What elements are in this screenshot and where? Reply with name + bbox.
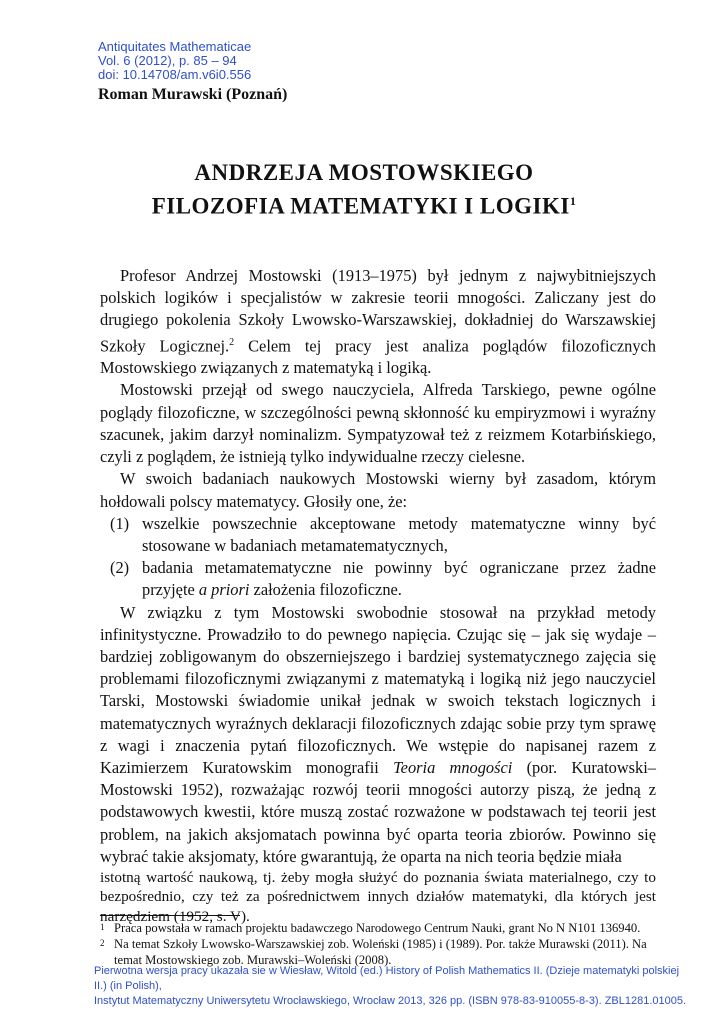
paragraph-1-text-b: Celem tej pracy jest analiza poglądów filozoficznych Mostowskiego związanych z matematyką i logiką.	[100, 336, 656, 378]
paragraph-1-text-a: Profesor Andrzej Mostowski (1913–1975) był jednym z najwybitniejszych polskich logików i specjalistów w zakresie teorii mnogości. Zaliczany jest do drugiego pokolenia Szkoły Lwowsko-Warszawskiej, dokładniej do Warszawskiej Szkoły Logicznej.	[100, 266, 656, 356]
volume-pages: Vol. 6 (2012), p. 85 – 94	[98, 53, 237, 68]
paragraph-1	[100, 265, 656, 379]
list-item-2-text-b: założenia filozoficzne.	[249, 580, 402, 600]
title-line-2	[0, 187, 728, 221]
paragraph-4	[100, 602, 656, 868]
list-item-2-text	[142, 557, 656, 601]
footnotes	[100, 920, 656, 969]
paragraph-4-text-b: (por. Kuratowski–Mostowski 1952), rozważając rozwój teorii mnogości autorzy piszą, że jedną z podstawowych kwestii, które muszą zostać rozważone w podstawach tej teorii jest problem, na jakich aksjomatach powinna być oparta teoria zbiorów. Powinno się wybrać takie aksjomaty, które gwarantują, że oparta na nich teoria będzie miała	[100, 757, 656, 866]
paragraph-2: Mostowski przejął od swego nauczyciela, Alfreda Tarskiego, pewne ogólne poglądy filozoficzne, w szczególności pewną skłonność ku empiryzmowi i wyraźny szacunek, jakim darzył nominalizm. Sympatyzował też z reizmem Kotarbińskiego, czyli z poglądem, że istnieją tylko indywidualne rzeczy cielesne.	[100, 380, 656, 467]
block-quote: istotną wartość naukową, tj. żeby mogła służyć do poznania świata materialnego, czy to bezpośrednio, czy też za pośrednictwem innych działów matematyki, dla których jest narzędziem (1952, s. V).	[100, 868, 656, 925]
provenance-line-2: Instytut Matematyczny Uniwersytetu Wrocławskiego, Wrocław 2013, 326 pp. (ISBN 978-83-910055-8-3). ZBL1281.01005.	[94, 995, 687, 1007]
paragraph-3: W swoich badaniach naukowych Mostowski wierny był zasadom, którym hołdowali polscy matematycy. Głosiły one, że:	[100, 469, 656, 511]
list-item-2-number: (2)	[110, 558, 130, 578]
list-item-1-number: (1)	[110, 513, 130, 533]
list-item-1-text: wszelkie powszechnie akceptowane metody matematyczne winny być stosowane w badaniach metamatematycznych,	[142, 513, 656, 555]
footnote-2-text: Na temat Szkoły Lwowsko-Warszawskiej zob. Woleński (1985) i (1989). Por. także Murawski (2011). Na temat Mostowskiego zob. Murawski–Woleński (2008).	[114, 937, 647, 968]
book-title-emphasis: Teoria mnogości	[393, 757, 513, 777]
article-body	[100, 265, 656, 926]
footnote-1-mark: 1	[100, 922, 105, 932]
footnote-2-mark: 2	[100, 938, 105, 949]
publication-info	[98, 40, 251, 82]
list-item-2-emphasis: a priori	[198, 580, 250, 600]
footnote-1-text: Praca powstała w ramach projektu badawczego Narodowego Centrum Nauki, grant No N N101 136940.	[114, 921, 641, 935]
list-item-1	[100, 513, 656, 557]
list-item-2-text-a: badania metamatematyczne nie powinny być ograniczane przez żadne przyjęte	[142, 558, 656, 600]
paragraph-4-text-a: W związku z tym Mostowski swobodnie stosował na przykład metody infinitystyczne. Prowadziło to do pewnego napięcia. Czując się – jak się wydaje – bardziej zobligowanym do obszerniejszego i bardziej systematycznego zajęcia się problemami filozoficznymi związanymi z matematyką i logiką niż jego nauczyciel Tarski, Mostowski świadomie unikał jednak w swoich tekstach logicznych i matematycznych wyraźnych deklaracji filozoficznych zdając sobie przy tym sprawę z wagi i znaczenia pytań filozoficznych. We wstępie do napisanej razem z Kazimierzem Kuratowskim monografii	[100, 602, 656, 777]
author-line: Roman Murawski (Poznań)	[98, 86, 288, 103]
footnote-ref-2[interactable]: 2	[229, 336, 235, 348]
list-item-2	[100, 557, 656, 601]
doi-link[interactable]: doi: 10.14708/am.v6i0.556	[98, 67, 252, 82]
title-footnote-mark[interactable]: 1	[569, 194, 577, 208]
title-line-2-text: FILOZOFIA MATEMATYKI I LOGIKI	[151, 193, 570, 219]
article-title	[0, 158, 728, 221]
footnote-divider	[100, 915, 240, 916]
provenance-line-1: Pierwotna wersja pracy ukazała sie w Wiesław, Witold (ed.) History of Polish Mathematics II. (Dzieje matematyki polskiej II.) (in Polish),	[94, 965, 680, 992]
title-line-1: ANDRZEJA MOSTOWSKIEGO	[194, 160, 534, 185]
provenance-note	[94, 964, 694, 1009]
journal-name: Antiquitates Mathematicae	[98, 39, 252, 54]
footnote-1	[100, 920, 656, 936]
